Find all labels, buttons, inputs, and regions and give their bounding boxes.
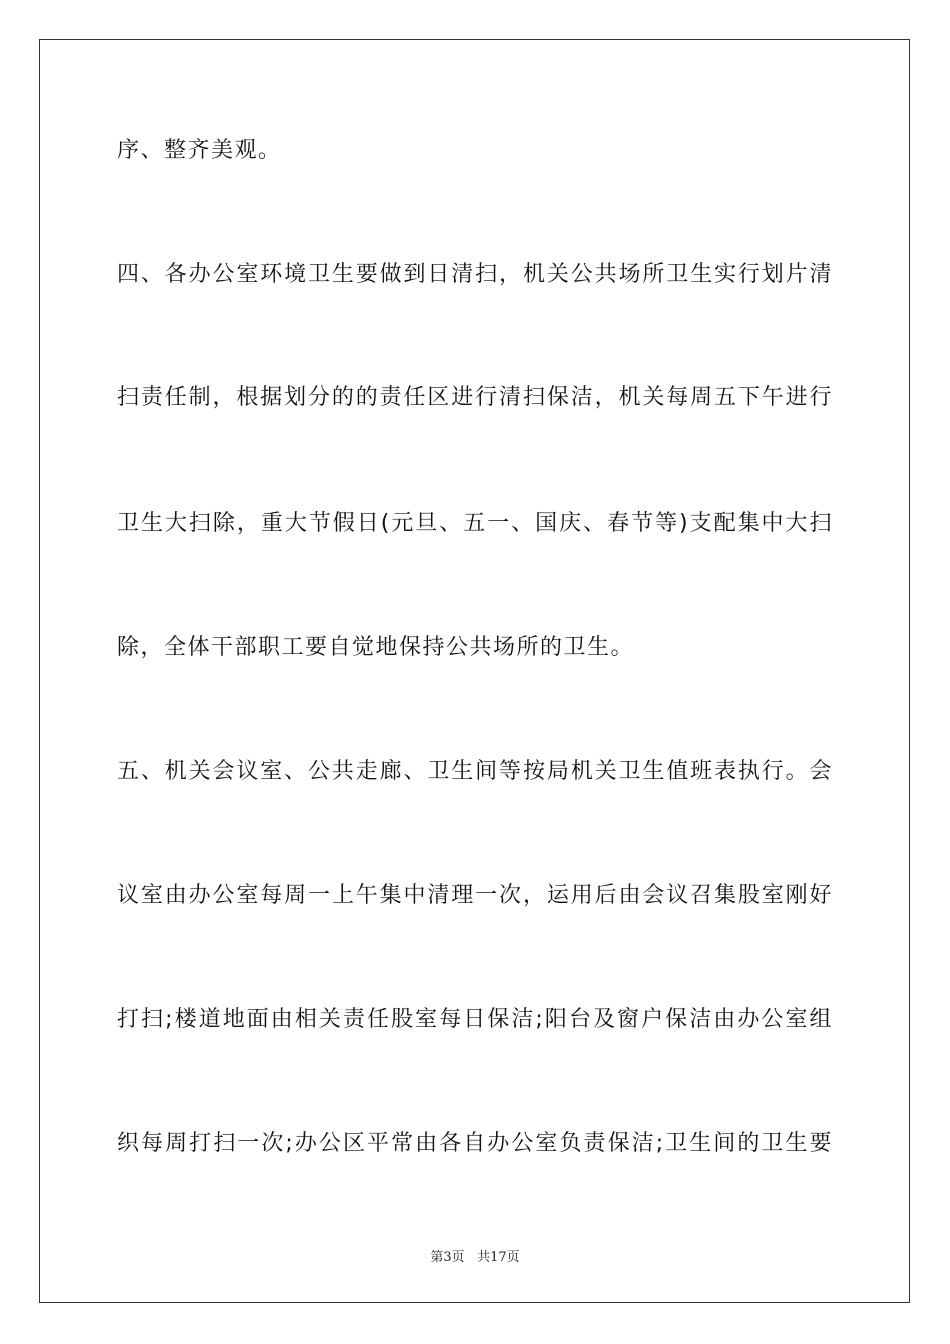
text-line: 卫生大扫除，重大节假日(元旦、五一、国庆、春节等)支配集中大扫 [117, 511, 833, 536]
text-line: 议室由办公室每周一上午集中清理一次，运用后由会议召集股室刚好 [117, 883, 833, 908]
text-line: 织每周打扫一次;办公区平常由各自办公室负责保洁;卫生间的卫生要 [117, 1131, 833, 1156]
page-number: 第3页 [430, 1250, 465, 1265]
text-line: 打扫;楼道地面由相关责任股室每日保洁;阳台及窗户保洁由办公室组 [117, 1007, 833, 1032]
text-line: 序、整齐美观。 [117, 138, 282, 163]
text-line: 扫责任制，根据划分的的责任区进行清扫保洁，机关每周五下午进行 [117, 385, 833, 410]
page-border [39, 39, 910, 1303]
text-line: 四、各办公室环境卫生要做到日清扫，机关公共场所卫生实行划片清 [117, 262, 833, 287]
text-line: 除，全体干部职工要自觉地保持公共场所的卫生。 [117, 635, 635, 660]
page-total: 共17页 [477, 1250, 520, 1265]
text-line: 五、机关会议室、公共走廊、卫生间等按局机关卫生值班表执行。会 [117, 759, 833, 784]
page-footer [0, 1250, 950, 1266]
